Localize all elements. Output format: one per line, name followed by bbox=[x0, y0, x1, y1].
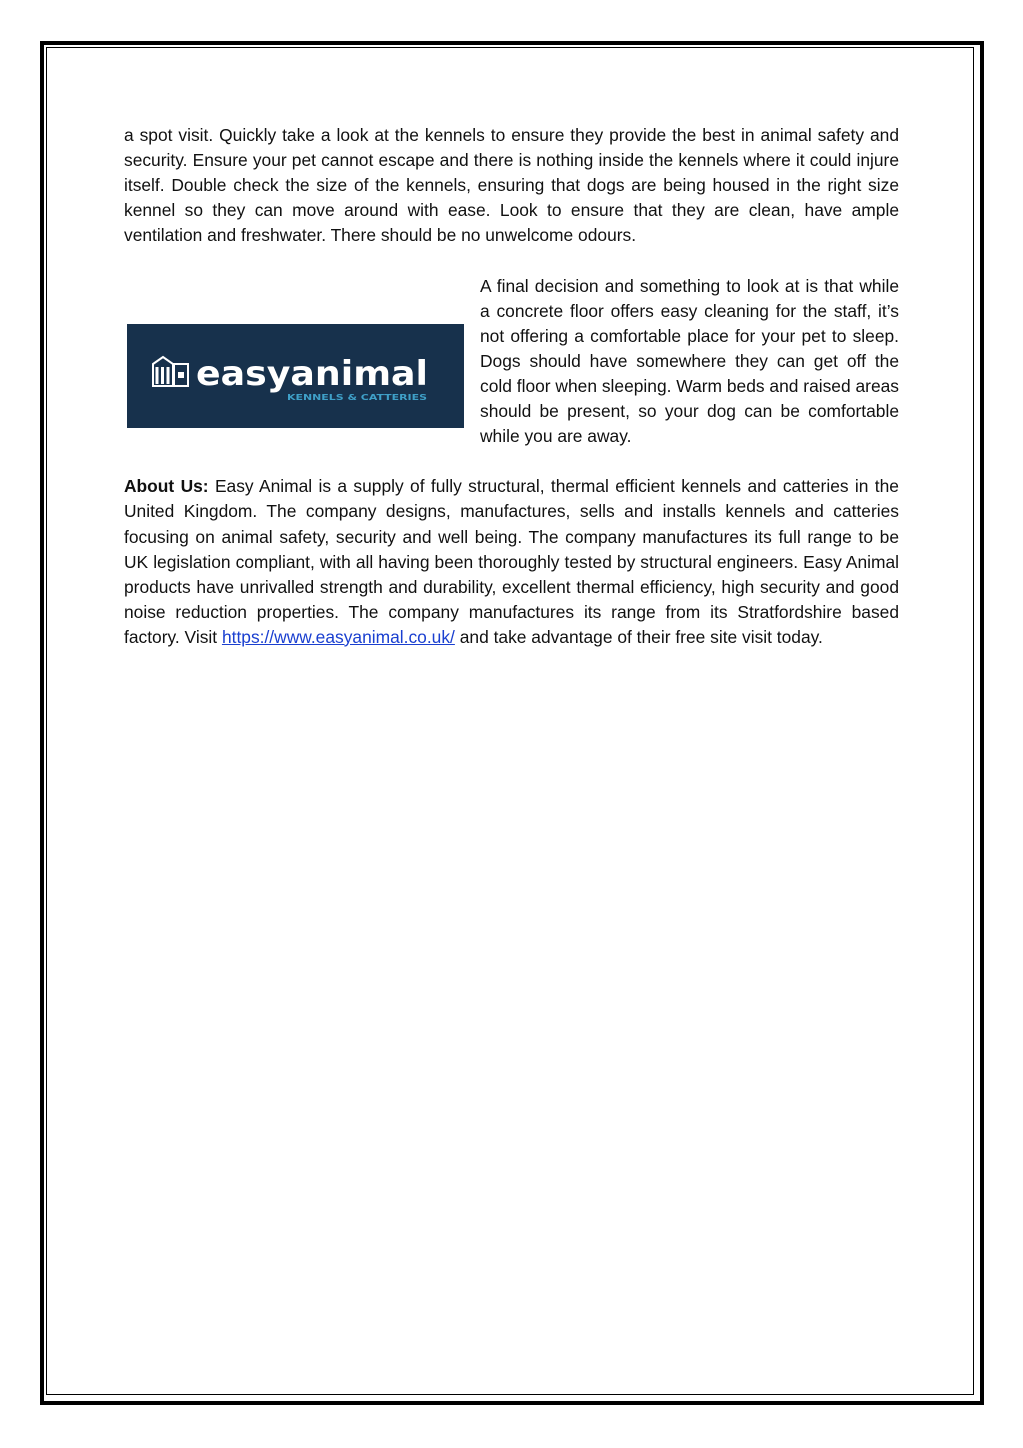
website-link[interactable]: https://www.easyanimal.co.uk/ bbox=[221, 626, 455, 647]
easyanimal-logo bbox=[127, 324, 464, 428]
logo-wordmark: easyanimal bbox=[196, 353, 428, 394]
paragraph-about-us bbox=[124, 474, 899, 650]
paragraph-flooring: A final decision and something to look at is that while a concrete floor offers easy cleaning for the staff, it’s not offering a comfortable place for your pet to sleep. Dogs should have somewhere they can get off the cold floor when sleeping. Warm beds and raised areas should be present, so your dog can be comfortable while you are away. bbox=[480, 275, 899, 447]
logo-tagline: KENNELS & CATTERIES bbox=[287, 392, 428, 402]
about-us-text: Easy Animal is a supply of fully structural, thermal efficient kennels and catteries in the United Kingdom. The company designs, manufactures, sells and installs kennels and catteries focusing on animal safety, security and well being. The company manufactures its full range to be UK legislation compliant, with all having been thoroughly tested by structural engineers. Easy Animal products have unrivalled strength and durability, excellent thermal efficiency, high security and good noise reduction properties. The company manufactures its range from its Stratfordshire based factory. Visit bbox=[124, 476, 899, 647]
document-body bbox=[124, 123, 899, 675]
easyanimal-logo-graphic bbox=[127, 324, 464, 428]
about-us-tail: and take advantage of their free site visit today. bbox=[454, 626, 823, 647]
about-us-label: About Us: bbox=[124, 476, 209, 497]
paragraph-kennel-inspection: a spot visit. Quickly take a look at the kennels to ensure they provide the best in animal safety and security. Ensure your pet cannot escape and there is nothing inside the kennels where it could injure itself. Double check the size of the kennels, ensuring that dogs are being housed in the right size kennel so they can move around with ease. Look to ensure that they are clean, have ample ventilation and freshwater. There should be no unwelcome odours. bbox=[124, 125, 899, 246]
building-icon bbox=[153, 357, 188, 386]
